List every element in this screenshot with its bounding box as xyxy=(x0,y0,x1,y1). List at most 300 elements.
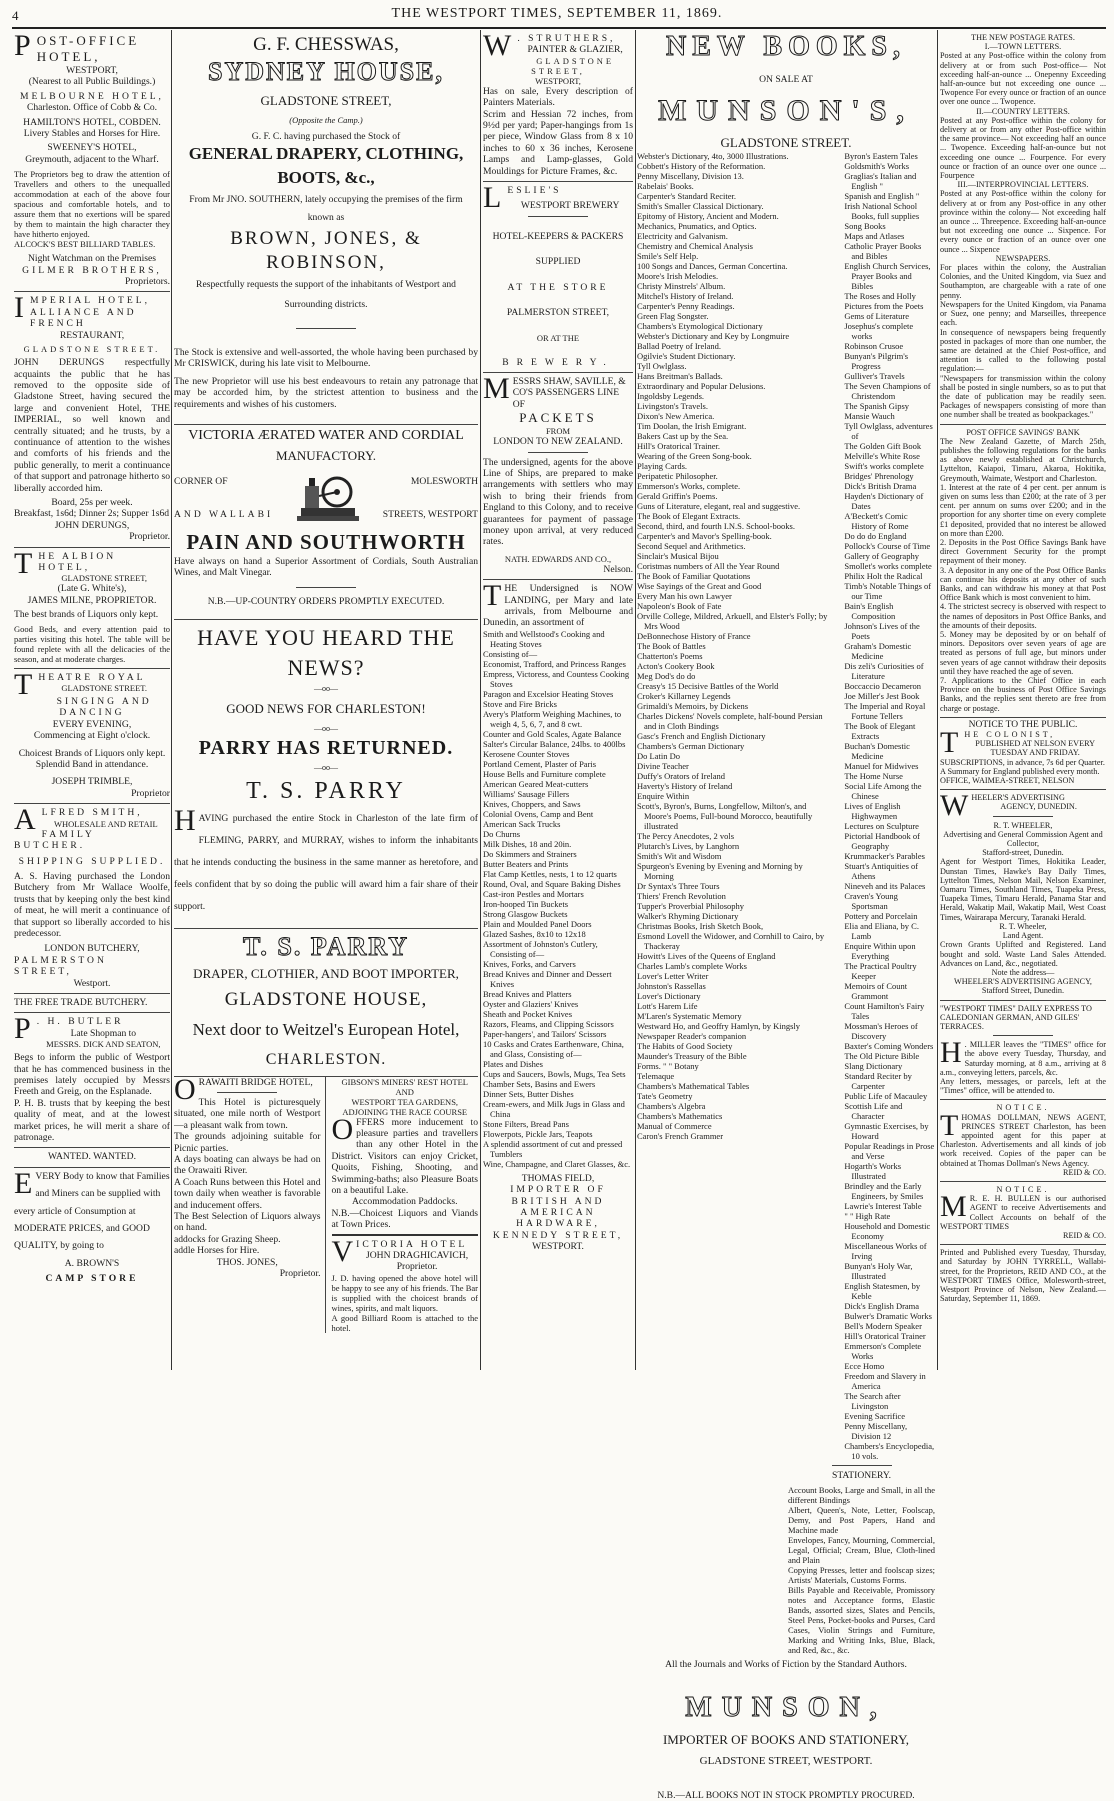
ad-line: Commencing at Eight o'clock. xyxy=(33,730,151,742)
ad-body: The grounds adjoining suitable for Picnic parties. xyxy=(174,1131,321,1154)
list-item: Duffy's Orators of Ireland xyxy=(637,771,726,782)
ad-signature: THOS. JONES, xyxy=(216,1256,278,1268)
list-item: English Church Services, Prayer Books and Bibles xyxy=(844,261,931,292)
ad-line: Choicest Brands of Liquors only kept. xyxy=(18,747,166,759)
ad-body: Scrim and Hessian 72 inches, from 9½d per yard; Paper-hangings from 1s per piece, Window Glass from 8 x 10 inches to 60 x 36 inches, Kerosene Lamps and Lamp-glasses, Gold Mouldings for Picture Frames, &c. xyxy=(483,108,633,177)
ad-line: G. F. C. having purchased the Stock of xyxy=(251,131,401,142)
list-item: The Book of Elegant Extracts xyxy=(844,721,916,742)
list-item: Johnston's Rassellas xyxy=(637,981,706,992)
drop-cap: M xyxy=(483,371,510,405)
ad-title: HE ALBION HOTEL, xyxy=(38,550,117,573)
ad-title: SYDNEY HOUSE, xyxy=(208,57,444,86)
ad-title: HAMILTON'S HOTEL, COBDEN. xyxy=(23,116,161,128)
list-item: Melville's White Rose xyxy=(844,451,920,462)
ad-title: STATIONERY. xyxy=(831,1470,892,1482)
list-item: Flat Camp Kettles, nests, 1 to 12 quarts xyxy=(483,868,617,879)
list-item: Second Sequel and Arithmetics. xyxy=(637,541,746,552)
ad-chesswas xyxy=(174,30,478,425)
list-item: Razors, Fleams, and Clipping Scissors xyxy=(483,1018,614,1029)
ad-body: A good Billiard Room is attached to the hotel. xyxy=(331,1312,478,1333)
list-item: Dick's British Drama xyxy=(844,481,917,492)
ad-body: The undersigned, agents for the above Line of Ships, are prepared to make arrangements with settlers who may wish to bring their friends from England to this Colony, and to receive guarantees for payment of passage money upon arrival, at very reduced rates. xyxy=(483,456,633,548)
list-item: Plates and Dishes xyxy=(483,1058,543,1069)
list-item: Chamber Sets, Basins and Ewers xyxy=(483,1078,596,1089)
ad-title: RAWAITI BRIDGE HOTEL, xyxy=(198,1076,313,1088)
list-item: Song Books xyxy=(844,221,886,232)
ad-title: GLADSTONE HOUSE, xyxy=(224,988,428,1010)
ad-line: ALLIANCE AND FRENCH xyxy=(30,306,137,330)
ad-title: NOTICE. xyxy=(996,1184,1050,1194)
list-item: Bell's Modern Speaker xyxy=(844,1321,922,1332)
list-item: Lover's Dictionary xyxy=(637,991,701,1002)
list-item: Every Man his own Lawyer xyxy=(637,591,732,602)
list-item: A'Beckett's Comic History of Rome xyxy=(844,511,909,532)
list-item: Tupper's Proverbial Philosophy xyxy=(637,901,745,912)
ad-body: The Proprietors beg to draw the attention of Travellers and others to the unequalled accommodation at each of the above four spacious and comfortable hotels, and to assure them that no exertions will be spared by them to maintain the high character they have hitherto enjoyed. xyxy=(14,169,170,240)
ad-line: (Late G. White's), xyxy=(57,583,127,595)
list-item: The Seven Champions of Christendom xyxy=(844,381,931,402)
ad-line: WESTPORT TEA GARDENS, xyxy=(351,1096,459,1107)
ad-line: All the Journals and Works of Fiction by the Standard Authors. xyxy=(665,1658,907,1670)
list-item: Smile's Self Help. xyxy=(637,251,699,262)
divider xyxy=(993,816,1053,817)
ad-line: KENNEDY STREET, xyxy=(492,1229,624,1241)
ad-stationery xyxy=(788,1461,935,1654)
ad-title: THE FREE TRADE BUTCHERY. xyxy=(14,996,148,1008)
list-item: Emmerson's Complete Works xyxy=(844,1341,922,1362)
book-list-right xyxy=(844,151,935,1461)
list-item: The Old Picture Bible xyxy=(844,1051,920,1062)
ad-line: Respectfully requests the support of the inhabitants of Westport and xyxy=(196,279,456,291)
ad-body: Crown Grants Uplifted and Registered. Land bought and sold. Waste Land Sales Attended. Advances on Land, &c., negotiated. xyxy=(940,940,1106,968)
ad-body: N.B.—Choicest Liquors and Viands at Town Prices. xyxy=(331,1207,478,1231)
list-item: Smith's Smaller Classical Dictionary. xyxy=(637,201,764,212)
ad-line: GLADSTONE STREET, xyxy=(531,55,615,76)
list-item: Robinson Crusoe xyxy=(844,341,904,352)
list-item: Scottish Life and Character xyxy=(844,1101,903,1122)
ad-signature: R. T. Wheeler, xyxy=(999,921,1047,931)
ad-title: PARRY HAS RETURNED. xyxy=(198,737,454,760)
list-item: Empress, Victoress, and Countess Cooking Stoves xyxy=(483,668,630,689)
ad-line: LONDON BUTCHERY, xyxy=(44,943,140,955)
ad-line: WHEELER'S ADVERTISING AGENCY, xyxy=(954,977,1092,987)
ad-title: OST-OFFICE HOTEL, xyxy=(36,33,140,64)
ad-title: GOOD NEWS FOR CHARLESTON! xyxy=(226,700,426,716)
list-item: Meg Dod's do do xyxy=(637,671,696,682)
ad-line: GLADSTONE STREET, WESTPORT. xyxy=(699,1755,873,1768)
list-item: Peripatetic Philosopher. xyxy=(637,471,718,482)
ad-title: PAIN AND SOUTHWORTH xyxy=(186,530,466,555)
ad-line: PUBLISHED AT NELSON EVERY xyxy=(975,739,1096,749)
ad-line: TUESDAY AND FRIDAY. xyxy=(990,748,1080,758)
ad-line: Board, 25s per week. xyxy=(51,496,133,508)
ad-line: GLADSTONE STREET, xyxy=(61,573,147,584)
list-item: Avery's Platform Weighing Machines, to weigh 4, 5, 6, 7, and 8 cwt. xyxy=(483,708,622,729)
ad-imperial-hotel xyxy=(14,292,170,547)
ad-line: SHIPPING SUPPLIED. xyxy=(18,855,166,867)
list-item: Mechanics, Pnumatics, and Optics. xyxy=(637,221,757,232)
ad-line: Livery Stables and Horses for Hire. xyxy=(23,128,161,140)
ad-shaw-saville xyxy=(483,373,633,580)
list-item: Divine Teacher xyxy=(637,761,689,772)
list-item: Croker's Killarney Legends xyxy=(637,691,731,702)
column-5 xyxy=(940,30,1106,1370)
ad-body: Good Beds, and every attention paid to parties visiting this hotel. The table will be found replete with all the delicacies of the season, and at moderate charges. xyxy=(14,623,170,664)
ad-line: ALCOCK'S BEST BILLIARD TABLES. xyxy=(14,239,156,250)
ad-line: N.B.—UP-COUNTRY ORDERS PROMPTLY EXECUTED. xyxy=(207,595,445,607)
list-item: Stuart's Antiquities of Athens xyxy=(844,861,919,882)
drop-cap: I xyxy=(14,291,27,325)
page-number: 4 xyxy=(12,8,19,23)
list-item: Williams' Sausage Fillers xyxy=(483,788,570,799)
list-item: Milk Dishes, 18 and 20in. xyxy=(483,838,572,849)
ad-line: Stafford Street, Dunedin. xyxy=(981,986,1065,996)
ad-body: Posted at any Post-office within the colony from delivery at or from such Post-office— Not exceeding half-an-ounce ... Onepenny Exceeding half-an-ounce but not exceeding one ounce ... Twopence For every ounce or fraction of an ounce over one ounce ... Twopence. xyxy=(940,51,1106,107)
ad-line: AND WALLABI xyxy=(174,509,274,521)
list-item: Cups and Saucers, Bowls, Mugs, Tea Sets xyxy=(483,1068,626,1079)
list-item: Tyll Owlglass, adventures of xyxy=(844,421,933,442)
list-item: The Roses and Holly xyxy=(844,291,916,302)
ad-title: NOTICE TO THE PUBLIC. xyxy=(968,719,1078,730)
list-item: Paper-hangers', and Tailors' Scissors xyxy=(483,1028,607,1039)
list-item: Bain's English Composition xyxy=(844,601,896,622)
ad-signature: JOHN DRAGHICAVICH, xyxy=(366,1249,469,1261)
list-item: Penny Miscellany, Division 12 xyxy=(844,1421,908,1442)
ad-line: (Nearest to all Public Buildings.) xyxy=(28,76,156,88)
list-item: Ingoldsby Legends. xyxy=(637,391,705,402)
drop-cap: H xyxy=(940,1036,962,1070)
ad-body: HE Undersigned is NOW LANDING, per Mary and late arrivals, from Melbourne and Dunedin, an assortment of xyxy=(483,583,633,629)
list-item: Catholic Prayer Books and Bibles xyxy=(844,241,922,262)
ad-line: Greymouth, adjacent to the Wharf. xyxy=(25,153,159,165)
drop-cap: V xyxy=(331,1234,354,1268)
list-item: The Book of Elegant Extracts. xyxy=(637,511,741,522)
ad-body: A. S. Having purchased the London Butchery from Mr Wallace Woolfe, trusts that by keeping only the best kind of meat, he will merit a continuance of that support so liberally accorded to his predecessor. xyxy=(14,870,170,939)
divider xyxy=(832,1465,892,1466)
ad-title: "WESTPORT TIMES" DAILY EXPRESS TO CALEDONIAN GERMAN, AND GILES' TERRACES. xyxy=(940,1003,1092,1031)
ad-title: CHARLESTON. xyxy=(265,1050,387,1068)
list-item: Byron's Eastern Tales xyxy=(844,151,918,162)
ad-body: For places within the colony, the Australian Colonies, and the United Kingdom, via Suez and Southampton, are chargeable with a rate of one penny. xyxy=(940,263,1106,300)
ad-line: Charleston. Office of Cobb & Co. xyxy=(26,102,158,114)
list-item: American Sack Trucks xyxy=(483,818,561,829)
list-item: Gymnastic Exercises, by Howard xyxy=(844,1121,929,1142)
list-item: Grimaldi's Memoirs, by Dickens xyxy=(637,701,749,712)
list-item: Haverty's History of Ireland xyxy=(637,781,733,792)
drop-cap: A xyxy=(14,803,39,837)
ad-title: MUNSON, xyxy=(685,1692,887,1724)
list-item: Economist, Trafford, and Princess Ranges xyxy=(483,658,626,669)
ad-title: . H. BUTLER xyxy=(36,1016,124,1028)
list-item: Lives of English Highwaymen xyxy=(844,801,901,822)
list-item: Timb's Notable Things of our Time xyxy=(844,581,932,602)
ad-line: AMERICAN HARDWARE, xyxy=(516,1207,600,1230)
column-divider xyxy=(937,30,938,1370)
drop-cap: O xyxy=(174,1072,196,1106)
list-item: The Percy Anecdotes, 2 vols xyxy=(637,831,735,842)
ad-line: MESSRS. DICK AND SEATON, xyxy=(46,1039,161,1050)
list-item: Do do do England xyxy=(844,531,907,542)
list-item: Cast-iron Pestles and Mortars xyxy=(483,888,584,899)
list-item: Charles Lamb's complete Works xyxy=(637,961,747,972)
list-item: Flowerpots, Pickle Jars, Teapots xyxy=(483,1128,593,1139)
list-item: Tim Doolan, the Irish Emigrant. xyxy=(637,421,747,432)
ad-line: known as xyxy=(307,211,345,223)
list-item: DeBonnechose History of France xyxy=(637,631,751,642)
column-3 xyxy=(483,30,633,1370)
list-item: Napoleon's Book of Fate xyxy=(637,601,722,612)
list-item: Bulwer's Dramatic Works xyxy=(844,1311,932,1322)
list-item: Oyster and Glaziers' Knives xyxy=(483,998,579,1009)
list-item: Elia and Eliana, by C. Lamb xyxy=(844,921,919,942)
ad-body: 4. The strictest secrecy is observed with respect to the names of depositors in Post Office Banks, and the amounts of their deposits. xyxy=(940,602,1106,630)
list-item: Brindley and the Early Engineers, by Smiles xyxy=(844,1181,924,1202)
drop-cap: T xyxy=(14,667,36,701)
divider xyxy=(332,1234,479,1236)
ad-line: FROM xyxy=(545,426,571,437)
list-item: Joe Miller's Jest Book xyxy=(844,691,920,702)
list-item: Do Skimmers and Strainers xyxy=(483,848,577,859)
list-item: Christy Minstrels' Album. xyxy=(637,281,726,292)
ad-line: BREWERY. xyxy=(502,356,614,368)
ad-parry-news xyxy=(174,620,478,928)
ad-line: WESTPORT BREWERY xyxy=(520,200,620,212)
list-item: Scott's, Byron's, Burns, Longfellow, Milton's, and Moore's Poems, Full-bound Morocco, beautifully illustrated xyxy=(637,801,813,832)
list-item: Chambers's German Dictionary xyxy=(637,741,745,752)
ad-line: OFFICE, WAIMEA-STREET, NELSON xyxy=(940,776,1075,786)
ad-line: GLADSTONE STREET. xyxy=(720,135,852,151)
list-item: Caron's French Grammer xyxy=(637,1131,724,1142)
ad-body: J. D. having opened the above hotel will be happy to see any of his friends. The Bar is supplied with the choicest brands of wines, spirits, and malt liquors. xyxy=(331,1272,478,1313)
list-item: Craven's Young Sportsman xyxy=(844,891,898,912)
list-item: Webster's Dictionary and Key by Longmuire xyxy=(637,331,790,342)
list-item: Enquire Within xyxy=(637,791,690,802)
ad-line: EVERY EVENING, xyxy=(52,718,132,730)
list-item: Coristmas numbers of All the Year Round xyxy=(637,561,780,572)
ad-signature: THOMAS FIELD, xyxy=(521,1172,595,1184)
ad-line: NEWSPAPERS. xyxy=(995,253,1051,263)
ad-body: Printed and Published every Tuesday, Thursday, and Saturday by JOHN TYRRELL, Wallabi-street, for the Proprietors, REID AND CO., at the WESTPORT TIMES Office, Molesworth-street, Westport Province of Nelson, New Zealand.—Saturday, September 11, 1869. xyxy=(940,1248,1106,1304)
ad-thomas-field xyxy=(483,580,633,1256)
list-item: Cream-ewers, and Milk Jugs in Glass and China xyxy=(483,1098,625,1119)
list-item: Plutarch's Lives, by Langhorn xyxy=(637,841,740,852)
ad-title: POST OFFICE SAVINGS' BANK xyxy=(966,427,1080,437)
ad-line: ADJOINING THE RACE COURSE xyxy=(342,1106,468,1117)
list-item: Portland Cement, Plaster of Paris xyxy=(483,758,597,769)
ad-post-office-hotel xyxy=(14,30,170,292)
ad-line: Stafford-street, Dunedin. xyxy=(982,848,1064,858)
ad-leslies-brewery xyxy=(483,182,633,373)
list-item: Evening Sacrifice xyxy=(844,1411,906,1422)
list-item: Dis zeli's Curiosities of Literature xyxy=(844,661,924,682)
list-item: The Habits of Good Society xyxy=(637,1041,733,1052)
ad-signature: JAMES MILNE, PROPRIETOR. xyxy=(27,594,157,606)
list-item: The Book of Familiar Quotations xyxy=(637,571,751,582)
list-item: Extraordinary and Popular Delusions. xyxy=(637,381,766,392)
ad-line: HOTEL-KEEPERS & PACKERS xyxy=(492,230,624,242)
ad-body: Posted at any Post-office within the colony for delivery at or from any other Post-office within the same province— Not exceeding half an ounce ... Twopence. Exceeding half-an-ounce but not exceeding one ounce ... Fourpence. For every ounce or fraction of an ounce over one ounce ... Fourpence xyxy=(940,115,1106,181)
masthead: THE WESTPORT TIMES, SEPTEMBER 11, 1869. xyxy=(391,6,723,21)
list-item: Emmerson's Works, complete. xyxy=(637,481,741,492)
list-item: Johnson's Lives of the Poets xyxy=(844,621,920,642)
ad-body: Any letters, messages, or parcels, left at the "Times" office, will be attended to. xyxy=(940,1076,1106,1096)
list-item: Colonial Ovens, Camp and Bent xyxy=(483,808,594,819)
list-item: Carpenter's and Mavor's Spelling-book. xyxy=(637,531,772,542)
column-2 xyxy=(174,30,478,1370)
list-item: Counter and Gold Scales, Agate Balance xyxy=(483,728,622,739)
ad-line: MODERATE PRICES, and GOOD xyxy=(14,1223,150,1235)
divider xyxy=(217,1092,277,1093)
list-item: Nineveh and its Palaces xyxy=(844,881,926,892)
list-item: Assortment of Johnston's Cutlery, Consisting of— xyxy=(483,938,598,959)
list-item: Bunyan's Holy War, Illustrated xyxy=(844,1261,913,1282)
list-item: Count Hamilton's Fairy Tales xyxy=(844,1001,925,1022)
list-item: M'Laren's Systematic Memory xyxy=(637,1011,742,1022)
list-item: Ecce Homo xyxy=(844,1361,885,1372)
list-item: Gulliver's Travels xyxy=(844,371,905,382)
list-item: Playing Cards. xyxy=(637,461,688,472)
list-item: English Statesmen, by Keble xyxy=(844,1281,921,1302)
divider: —oo— xyxy=(314,763,338,773)
ad-line: IMPORTER OF BOOKS AND STATIONERY, xyxy=(662,1732,910,1748)
ad-struthers xyxy=(483,30,633,182)
list-item: Chemistry and Chemical Analysis xyxy=(637,241,753,252)
ad-title: MUNSON'S, xyxy=(658,94,914,128)
ad-body: Copying Presses, letter and foolscap sizes; Artists' Materials, Customs Forms. xyxy=(788,1564,935,1585)
list-item: Memoirs of Count Grammont xyxy=(844,981,908,1002)
ad-line: Breakfast, 1s6d; Dinner 2s; Supper 1s6d xyxy=(14,508,170,520)
list-item: Cobbett's History of the Reformation. xyxy=(637,161,766,172)
ad-title: ESLIE'S xyxy=(507,185,562,197)
list-item: Spanish and English " xyxy=(844,191,920,202)
list-item: Do Latin Do xyxy=(637,751,680,762)
list-item: The Search after Livingston xyxy=(844,1391,901,1412)
ad-role: Proprietor. xyxy=(129,531,170,543)
ad-line: addle Horses for Hire. xyxy=(174,1245,260,1257)
list-item: Thiers' French Revolution xyxy=(637,891,726,902)
list-item: Carpenter's Penny Readings. xyxy=(637,301,735,312)
ad-line: PACKETS xyxy=(519,410,597,426)
ad-line: and Miners can be supplied with xyxy=(35,1188,161,1200)
ad-body: Begs to inform the public of Westport that he has commenced business in the premises lately occupied by Messrs Freeth and Greig, on the Esplanade. xyxy=(14,1052,170,1098)
ad-body: Have always on hand a Superior Assortment of Cordials, South Australian Wines, and Malt Vinegar. xyxy=(174,556,478,579)
ad-body: Newspapers for the United Kingdom, via Panama or Suez, one penny; and Marseilles, threepence each. xyxy=(940,299,1106,328)
list-item: The Book of Battles xyxy=(637,641,706,652)
list-item: Orville College, Mildred, Arkuell, and Elster's Folly; by Mrs Wood xyxy=(637,611,828,632)
ad-parry-draper xyxy=(174,929,478,1077)
column-divider xyxy=(480,30,481,1370)
list-item: Bunyan's Pilgrim's Progress xyxy=(844,351,909,372)
ad-signature: R. T. WHEELER, xyxy=(993,820,1053,830)
ad-line: SUBSCRIPTIONS, in advance, 7s 6d per Quarter. xyxy=(940,757,1105,767)
list-item: Standard Reciter by Carpenter xyxy=(844,1071,912,1092)
ad-body: AVING purchased the entire Stock in Charleston of the late firm of FLEMING, PARRY, and MURRAY, wishes to inform the inhabitants that he intends conducting the business in the same manner as heretofore, and feels confident that by so doing the public will award him a fair share of their support. xyxy=(174,812,478,912)
hardware-list xyxy=(483,629,633,1169)
list-item: Telemaque xyxy=(637,1071,675,1082)
list-item: Stone Filters, Bread Pans xyxy=(483,1118,569,1129)
ad-title: HEELER'S ADVERTISING xyxy=(971,793,1065,803)
ad-line: SUPPLIED xyxy=(535,256,581,268)
list-item: Creasy's 15 Decisive Battles of the World xyxy=(637,681,779,692)
ad-line: GLADSTONE STREET, xyxy=(260,93,392,108)
ad-body: The Stock is extensive and well-assorted, the whole having been purchased by Mr CRISWICK, during his late visit to Melbourne. xyxy=(174,347,478,370)
ad-title: VICTORIA ÆRATED WATER AND CORDIAL xyxy=(188,428,464,444)
ad-line: RESTAURANT, xyxy=(59,329,125,341)
list-item: Dixon's New America. xyxy=(637,411,715,422)
list-item: Mitchel's History of Ireland. xyxy=(637,291,734,302)
ad-title: HEATRE ROYAL xyxy=(38,671,146,683)
divider xyxy=(528,452,588,453)
ad-line: DRAPER, CLOTHIER, AND BOOT IMPORTER, xyxy=(193,965,459,981)
list-item: Forms. " " Botany xyxy=(637,1061,699,1072)
ad-title: BROWN, JONES, & ROBINSON, xyxy=(230,228,422,274)
ad-victoria-aerated-water xyxy=(174,425,478,620)
list-item: Chambers's Mathematics xyxy=(637,1111,723,1122)
list-item: Goldsmith's Works xyxy=(844,161,910,172)
list-item: Livingston's Travels. xyxy=(637,401,708,412)
ad-role: Proprietor. xyxy=(396,1261,438,1273)
list-item: Hill's Oratorical Trainer xyxy=(844,1331,926,1342)
page-header xyxy=(0,0,1114,30)
list-item: Consisting of— xyxy=(483,648,538,659)
divider: —oo— xyxy=(314,684,338,694)
divider xyxy=(296,328,356,329)
list-item: Chambers's Encyclopedia, 10 vols. xyxy=(844,1441,935,1462)
ad-line: I.—TOWN LETTERS. xyxy=(984,42,1062,52)
ad-title: LFRED SMITH, xyxy=(41,807,143,819)
drop-cap: L xyxy=(483,181,505,215)
list-item: The Imperial and Royal Fortune Tellers xyxy=(844,701,926,722)
list-item: Bread Knives and Platters xyxy=(483,988,572,999)
list-item: Lott's Harem Life xyxy=(637,1001,698,1012)
ad-body: FFERS more inducement to pleasure parties and travellers than any other Hotel in the District. Visitors can enjoy Cricket, Quoits, Fishing, Shooting, and Swimming-baths; also Pleasure Boats on a beautiful Lake. xyxy=(331,1116,478,1196)
ad-title: GIBSON'S MINERS' REST HOTEL xyxy=(341,1076,468,1087)
list-item: Household and Domestic Economy xyxy=(844,1221,931,1242)
list-item: A splendid assortment of cut and pressed Tumblers xyxy=(483,1138,623,1159)
drop-cap: H xyxy=(174,803,196,837)
list-item: " " High Rate xyxy=(844,1211,891,1222)
ad-body: Bills Payable and Receivable, Promissory notes and Acceptance forms, Elastic Bands, assorted sizes, Slates and Pencils, Steel Pens, Pocket-books and Purses, Card Cases, Violin Strings and Furniture, Marking and Writing Inks, Blue, Black, and Red, &c., &c. xyxy=(788,1584,935,1655)
list-item: Manuel for Midwives xyxy=(844,761,919,772)
drop-cap: T xyxy=(940,726,962,760)
notice-colonist xyxy=(940,718,1106,790)
ad-title: NOTICE. xyxy=(996,1103,1050,1113)
ad-line: The best brands of Liquors only kept. xyxy=(14,609,159,621)
ad-line: MOLESWORTH xyxy=(410,475,478,487)
ad-body: In consequence of newspapers being frequently posted in packages of more than one number, the same are detained at the Chief Post-office, and attention is called to the following postal regulation:— xyxy=(940,327,1106,374)
ad-body: A days boating can always be had on the Orawaiti River. xyxy=(174,1153,321,1177)
ad-line: Advertising and General Commission Agent and Collector, xyxy=(943,829,1103,849)
list-item: Irish National School Books, full supplies xyxy=(844,201,920,222)
list-item: Baxter's Coming Wonders xyxy=(844,1041,934,1052)
ad-title: ESSRS SHAW, SAVILLE, & CO'S PASSENGERS LINE OF xyxy=(512,375,626,410)
list-item: House Bells and Furniture complete xyxy=(483,768,606,779)
list-item: Second, third, and fourth I.N.S. School-books. xyxy=(637,521,795,532)
ad-brown-camp-store xyxy=(14,1168,170,1289)
list-item: 100 Songs and Dances, German Concertina. xyxy=(637,261,788,272)
ad-body: JOHN DERUNGS respectfully acquaints the public that he has removed to the opposite side of Gladstone Street, having secured the large and convenient Hotel, THE IMPERIAL, so well known and centrally situated; and he trusts, by a continuance of attention to the wishes and comforts of his friends and the public generally, to merit a continuance of that support and patronage hitherto so liberally accorded him. xyxy=(14,357,170,494)
ad-body: Envelopes, Fancy, Mourning, Commercial, Legal, Official; Cream, Blue, Cloth-lined and Plain xyxy=(788,1534,935,1565)
ad-line: OR AT THE xyxy=(536,332,580,343)
ad-title: ICTORIA HOTEL xyxy=(356,1238,468,1250)
ad-title: . STRUTHERS, xyxy=(517,33,616,44)
list-item: Enquire Within upon Everything xyxy=(844,941,916,962)
list-item: Smith and Wellstood's Cooking and Heating Stoves xyxy=(483,628,605,649)
ad-body: This Hotel is picturesquely situated, one mile north of Westport—a pleasant walk from town. xyxy=(174,1096,321,1131)
drop-cap: T xyxy=(14,546,36,580)
ad-title: T. S. PARRY xyxy=(242,931,409,961)
ad-line: AND xyxy=(395,1086,414,1097)
